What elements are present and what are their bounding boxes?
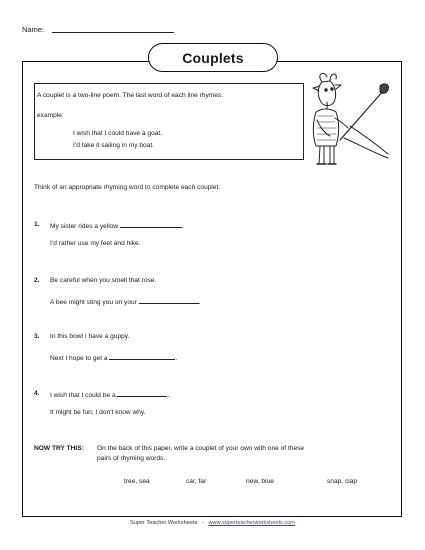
- rhyme-pair-2: car, far: [186, 478, 207, 485]
- try-this-label: NOW TRY THIS:: [34, 445, 84, 452]
- item-4-line-1: [50, 390, 169, 400]
- name-label: Name:: [22, 25, 45, 34]
- item-3-line-2: [50, 353, 177, 363]
- footer: [0, 520, 425, 526]
- rhyme-pair-4: snap, clap: [327, 478, 358, 485]
- item-2-answer-blank[interactable]: [139, 297, 199, 304]
- item-1-line-1-punct: .: [182, 223, 184, 230]
- example-line-2: I’d take it sailing in my boat.: [73, 142, 154, 149]
- item-2-number: 2.: [34, 277, 40, 284]
- instruction-text: Think of an appropriate rhyming word to complete each couplet.: [34, 184, 221, 191]
- item-3-line-2-punct: .: [175, 355, 178, 362]
- item-2-line-2-punct: .: [198, 299, 201, 306]
- item-3-number: 3.: [34, 333, 40, 340]
- item-4-line-1-text: I wish that I could be a: [50, 392, 116, 399]
- footer-separator: -: [201, 520, 204, 526]
- item-1-line-1-text: My sister rides a yellow: [50, 223, 119, 230]
- item-2-line-2: [50, 297, 201, 307]
- example-line-1: I wish that I could have a goat.: [73, 130, 163, 137]
- footer-site-name: Super Teacher Worksheets: [130, 520, 198, 526]
- item-3-line-2-text: Next I hope to get a: [50, 355, 108, 362]
- item-1-number: 1.: [34, 221, 40, 228]
- rhyme-pair-1: tree, sea: [124, 478, 150, 485]
- item-4-answer-blank[interactable]: [117, 390, 170, 399]
- page-title: Couplets: [148, 43, 278, 72]
- item-3-answer-blank[interactable]: [109, 353, 178, 362]
- item-3-line-1: In this bowl I have a guppy.: [50, 333, 130, 340]
- example-label: example:: [37, 112, 64, 119]
- item-4-number: 4.: [34, 390, 40, 397]
- item-2-line-2-text: A bee might sting you on your: [50, 299, 137, 306]
- footer-url-link[interactable]: www.superteacherworksheets.com: [208, 520, 295, 526]
- name-field-line[interactable]: [52, 32, 174, 33]
- goat-sailing-illustration: [300, 68, 390, 168]
- item-1-answer-blank[interactable]: [120, 221, 182, 228]
- try-this-line-1: On the back of this paper, write a couplet of your own with one of these: [97, 445, 305, 452]
- definition-text: A couplet is a two-line poem. The last word of each line rhymes.: [37, 92, 224, 99]
- item-4-line-2: It might be fun; I don’t know why.: [50, 409, 146, 416]
- try-this-line-2: pairs of rhyming words.: [97, 455, 166, 462]
- item-2-line-1: Be careful when you smell that rose.: [50, 277, 157, 284]
- rhyme-pair-3: new, blue: [246, 478, 274, 485]
- item-1-line-1: [50, 221, 184, 231]
- item-4-line-1-punct: .: [167, 392, 170, 399]
- item-1-line-2: I’d rather use my feet and hike.: [50, 240, 141, 247]
